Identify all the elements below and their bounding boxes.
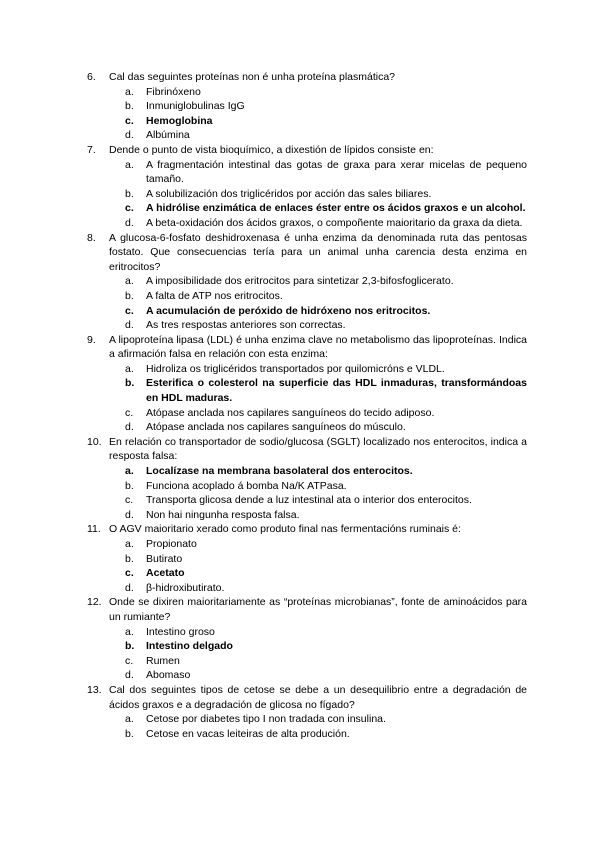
option-letter: a. (125, 275, 134, 288)
option-text: Cetose por diabetes tipo I non tradada con insulina. (146, 713, 386, 726)
option-letter: c. (125, 114, 134, 127)
answer-option-correct (109, 639, 527, 654)
question-number: 10. (87, 435, 102, 448)
option-text: Cetose en vacas leiteiras de alta produción. (146, 727, 350, 740)
option-text: A beta-oxidación dos ácidos graxos, o compoñente maioritario da graxa da dieta. (146, 216, 523, 229)
option-letter: a. (125, 158, 134, 171)
answer-option-correct (109, 114, 527, 129)
question-number: 8. (87, 231, 96, 244)
option-letter: d. (125, 129, 134, 142)
option-list (109, 537, 527, 595)
question-text: En relación co transportador de sodio/glucosa (SGLT) localizado nos enterocitos, indica a resposta falsa: (109, 435, 527, 463)
question-text: Dende o punto de vista bioquímico, a dixestión de lípidos consiste en: (109, 143, 434, 156)
question-item (87, 683, 527, 741)
option-letter: a. (125, 465, 134, 478)
option-letter: a. (125, 85, 134, 98)
option-text: Non hai ningunha resposta falsa. (146, 508, 300, 521)
answer-option (109, 537, 527, 552)
question-number: 6. (87, 71, 96, 83)
question-number: 12. (87, 596, 102, 609)
question-item (87, 231, 527, 333)
option-letter: d. (125, 508, 134, 521)
answer-option (109, 216, 527, 231)
option-letter: d. (125, 319, 134, 332)
option-text: Abomaso (146, 669, 191, 682)
question-text: Cal dos seguintes tipos de cetose se debe a un desequilibrio entre a degradación de ácidos graxos e a degradación de glicosa no fígado? (109, 683, 527, 711)
option-list (109, 158, 527, 231)
option-text: Atópase anclada nos capilares sanguíneos do músculo. (146, 421, 406, 434)
answer-option (109, 668, 527, 683)
option-text: Albúmina (146, 129, 190, 142)
question-item (87, 435, 527, 523)
option-list (109, 464, 527, 522)
option-text: A solubilización dos triglicéridos por acción das sales biliares. (146, 187, 432, 200)
answer-option (109, 493, 527, 508)
option-letter: c. (125, 304, 134, 317)
option-text: Fibrinóxeno (146, 85, 201, 98)
answer-option (109, 625, 527, 640)
answer-option (109, 128, 527, 143)
option-text: Acetato (146, 567, 185, 580)
question-text: A lipoproteína lipasa (LDL) é unha enzima clave no metabolismo das lipoproteínas. Indica a afirmación falsa en relación con esta enzima: (109, 333, 527, 361)
option-letter: c. (125, 567, 134, 580)
option-letter: c. (125, 202, 134, 215)
option-text: A fragmentación intestinal das gotas de graxa para xerar micelas de pequeno tamaño. (146, 158, 527, 186)
option-letter: b. (125, 727, 134, 740)
option-letter: d. (125, 581, 134, 594)
option-text: β-hidroxibutirato. (146, 581, 225, 594)
answer-option (109, 727, 527, 742)
answer-option (109, 85, 527, 100)
answer-option-correct (109, 464, 527, 479)
option-letter: b. (125, 479, 134, 492)
option-text: A falta de ATP nos eritrocitos. (146, 289, 283, 302)
option-letter: d. (125, 216, 134, 229)
option-text: Funciona acoplado á bomba Na/K ATPasa. (146, 479, 347, 492)
answer-option (109, 158, 527, 187)
option-letter: d. (125, 421, 134, 434)
question-text: O AGV maioritario xerado como produto final nas fermentacións ruminais é: (109, 523, 461, 536)
answer-option-correct (109, 201, 527, 216)
option-text: Butirato (146, 552, 183, 565)
option-letter: b. (125, 187, 134, 200)
question-number: 11. (87, 523, 101, 536)
question-text: Onde se dixiren maioritariamente as “proteínas microbianas”, fonte de aminoácidos para un rumiante? (109, 596, 527, 623)
option-text: Hidroliza os triglicéridos transportados por quilomicróns e VLDL. (146, 362, 445, 375)
option-letter: c. (125, 406, 134, 419)
question-item (87, 143, 527, 231)
answer-option (109, 362, 527, 377)
question-item (87, 595, 527, 683)
option-letter: b. (125, 100, 134, 113)
question-text: A glucosa-6-fosfato deshidroxenasa é unha enzima da denominada ruta das pentosas fostato. Que consecuencias tería para un animal unha carencia desta enzima en eritrocitos? (109, 231, 527, 273)
option-letter: b. (125, 377, 135, 390)
option-list (109, 625, 527, 683)
question-list (87, 70, 527, 741)
answer-option-correct (109, 566, 527, 581)
answer-option (109, 289, 527, 304)
answer-option (109, 581, 527, 596)
option-text: A imposibilidade dos eritrocitos para sintetizar 2,3-bifosfoglicerato. (146, 275, 454, 288)
answer-option (109, 552, 527, 567)
option-text: Intestino delgado (146, 640, 233, 653)
question-item (87, 522, 527, 595)
option-text: Localízase na membrana basolateral dos enterocitos. (146, 465, 413, 478)
option-letter: c. (125, 654, 134, 667)
option-letter: a. (125, 538, 134, 550)
option-text: Inmuniglobulinas IgG (146, 100, 245, 113)
option-text: Hemoglobina (146, 114, 213, 127)
question-text: Cal das seguintes proteínas non é unha proteína plasmática? (109, 71, 396, 83)
answer-option (109, 318, 527, 333)
answer-option (109, 420, 527, 435)
option-text: As tres respostas anteriores son correctas. (146, 319, 346, 332)
option-letter: a. (125, 362, 134, 375)
option-text: Transporta glicosa dende a luz intestinal ata o interior dos enterocitos. (146, 494, 472, 507)
answer-option (109, 654, 527, 669)
question-number: 13. (87, 683, 102, 696)
answer-option-correct (109, 376, 527, 405)
option-text: Intestino groso (146, 625, 215, 638)
question-item (87, 333, 527, 435)
option-letter: b. (125, 640, 135, 653)
question-number: 9. (87, 333, 96, 346)
answer-option (109, 479, 527, 494)
answer-option (109, 406, 527, 421)
answer-option (109, 508, 527, 523)
option-letter: b. (125, 289, 134, 302)
option-text: Esterifica o colesterol na superficie das HDL inmaduras, transformándoas en HDL maduras. (146, 377, 527, 405)
option-letter: b. (125, 552, 134, 565)
answer-option (109, 99, 527, 114)
option-text: A acumulación de peróxido de hidróxeno nos eritrocitos. (146, 304, 431, 317)
answer-option (109, 187, 527, 202)
option-list (109, 274, 527, 332)
answer-option (109, 712, 527, 727)
answer-option (109, 274, 527, 289)
option-letter: a. (125, 713, 134, 726)
answer-option-correct (109, 304, 527, 319)
option-letter: c. (125, 494, 134, 507)
option-letter: d. (125, 669, 134, 682)
option-text: Rumen (146, 654, 180, 667)
option-text: A hidrólise enzimática de enlaces éster entre os ácidos graxos e un alcohol. (146, 202, 526, 215)
option-list (109, 712, 527, 741)
option-list (109, 362, 527, 435)
option-text: Propionato (146, 538, 197, 550)
option-letter: a. (125, 625, 134, 638)
question-item (87, 70, 527, 143)
question-number: 7. (87, 143, 96, 156)
option-list (109, 85, 527, 143)
option-text: Atópase anclada nos capilares sanguíneos do tecido adiposo. (146, 406, 435, 419)
